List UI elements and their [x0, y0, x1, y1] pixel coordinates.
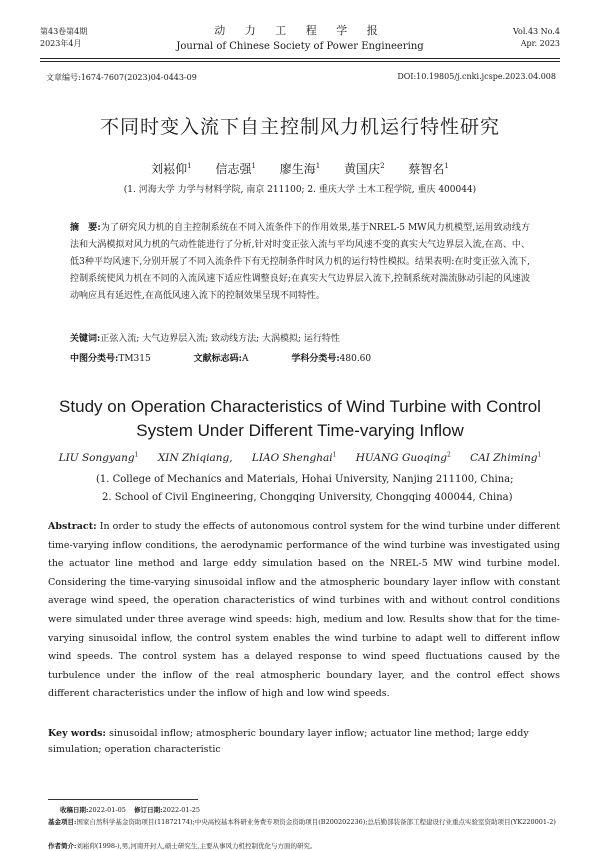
title-en-line2: System Under Different Time-varying Inflow: [136, 421, 464, 440]
classification-cn: [70, 351, 530, 364]
author-cn: 蔡智名$^1$: [408, 162, 449, 176]
footnote-rule: [48, 799, 198, 800]
volume-cn: 第43卷第4期: [40, 27, 88, 36]
document-code: 文献标志码:A: [193, 354, 249, 364]
author-cn: 刘崧仰$^1$: [151, 162, 192, 176]
keywords-cn-text: 正弦入流; 大气边界层入流; 致动线方法; 大涡模拟; 运行特性: [100, 334, 340, 344]
doi: DOI:10.19805/j.cnki.jcspe.2023.04.008: [397, 72, 556, 81]
author-en: XIN Zhiqiang,: [157, 451, 233, 464]
abstract-cn-label: 摘 要:: [70, 223, 101, 233]
title-en: [0, 395, 600, 443]
footnote-author: 作者简介:刘崧仰(1998-),男,河南开封人,硕士研究生,主要从事风力机控制优化与方面的研究。: [48, 842, 317, 850]
affiliation-en-2: 2. School of Civil Engineering, Chongqing University, Chongqing 400044, China): [102, 492, 513, 503]
header-right: [513, 26, 560, 50]
header-center: [40, 22, 560, 52]
date-en: Apr. 2023: [520, 39, 560, 48]
author-cn: 信志强$^1$: [215, 162, 256, 176]
author-en: LIU Songyang$^1$: [58, 451, 139, 464]
article-number: 文章编号:1674-7607(2023)04-0443-09: [46, 73, 197, 82]
author-en: LIAO Shenghai$^1$: [251, 451, 337, 464]
authors-cn: [0, 160, 600, 177]
abstract-en-label: Abstract:: [48, 521, 97, 532]
journal-name-en: Journal of Chinese Society of Power Engineering: [176, 41, 424, 52]
affiliation-cn: (1. 河海大学 力学与材料学院, 南京 211100; 2. 重庆大学 土木工程学院, 重庆 400044): [123, 185, 477, 195]
keywords-en-text: sinusoidal inflow; atmospheric boundary layer inflow; actuator line method; large eddy simulation; operation characteristic: [48, 728, 529, 755]
keywords-cn: [70, 331, 530, 344]
header-rule-thin: [40, 61, 560, 62]
abstract-cn-text: 为了研究风力机的自主控制系统在不同入流条件下的作用效果,基于NREL-5 MW风力机模型,运用致动线方法和大涡模拟对风力机的气动性能进行了分析,针对时变正弦入流与平均风速不变的真实大气边界层入流,在高、中、低3种平均风速下,分别开展了不同入流条件下有无控制条件时风力机的运行特性模拟。结果表明:在时变正弦入流下,控制系统使风力机在不同的入流风速下适应性调整良好;在真实大气边界层入流下,控制系统对湍流脉动引起的风速波动响应具有延迟性,在高低风速入流下的控制效果呈现不同特性。: [70, 223, 530, 301]
date-cn: 2023年4月: [40, 39, 82, 48]
journal-header: [40, 22, 560, 56]
clc-number: 中图分类号:TM315: [70, 354, 151, 364]
keywords-cn-label: 关键词:: [70, 334, 101, 344]
abstract-en-text: In order to study the effects of autonomous control system for the wind turbine under different time-varying inflow conditions, the aerodynamic performance of the wind turbine was investigated using the actuator line method and large eddy simulation based on the NREL-5 MW wind turbine model. Considering the time-varying sinusoidal inflow and the atmospheric boundary layer inflow with constant average wind speed, the operation characteristics of wind turbines with and without control conditions were simulated under three average wind speeds: high, medium and low. Results show that for the time-varying sinusoidal inflow, the control system enables the wind turbine to adapt well to different inflow wind speeds. The control system has a delayed response to wind speed fluctuations caused by the turbulence under the inflow of the real atmospheric boundary layer, and the control effect shows different characteristics under the inflow of high and low wind speeds.: [48, 521, 560, 700]
keywords-en: [48, 726, 560, 758]
abstract-cn: [70, 220, 530, 305]
abstract-en: [48, 518, 560, 704]
keywords-en-label: Key words:: [48, 728, 106, 739]
title-en-line1: Study on Operation Characteristics of Wind Turbine with Control: [59, 397, 541, 416]
article-meta: [46, 72, 556, 83]
author-en: HUANG Guoqing$^2$: [355, 451, 451, 464]
title-cn: 不同时变入流下自主控制风力机运行特性研究: [99, 116, 500, 138]
volume-en: Vol.43 No.4: [513, 27, 560, 36]
author-en: CAI Zhiming$^1$: [470, 451, 542, 464]
journal-name-cn: 动 力 工 程 学 报: [214, 24, 386, 37]
authors-en: [0, 451, 600, 464]
affiliation-en-1: (1. College of Mechanics and Materials, Hohai University, Nanjing 211100, China;: [96, 474, 514, 485]
author-cn: 黄国庆$^2$: [344, 162, 385, 176]
header-rule-thick: [40, 58, 560, 59]
footnote-fund: 基金项目:国家自然科学基金资助项目(11872174);中央高校基本科研业务费专项资金资助项目(B200202236);总后勤部装备部工程建设行业重点实验室资助项目(YK220001-2): [48, 818, 556, 826]
author-cn: 廖生海$^1$: [279, 162, 321, 176]
subject-code: 学科分类号:480.60: [291, 354, 372, 364]
footnote-dates: 收稿日期:2022-01-05 修订日期:2022-01-25: [60, 806, 201, 814]
